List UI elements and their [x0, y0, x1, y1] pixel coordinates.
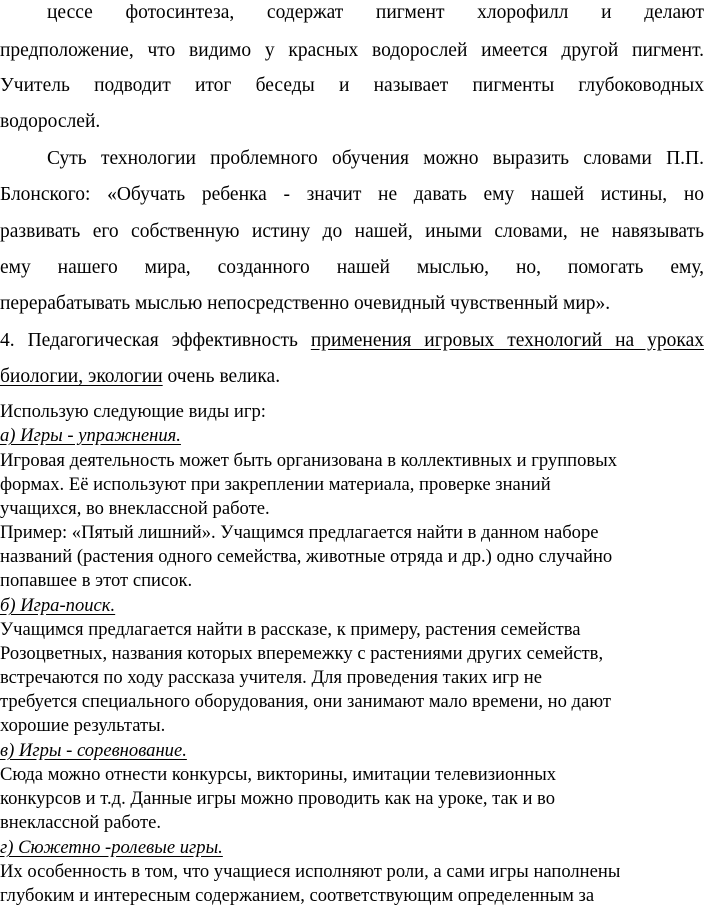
text-line	[0, 330, 704, 352]
text-line: развивать его собственную истину до нашей, иными словами, не навязывать	[0, 221, 704, 242]
text-line: Розоцветных, названия которых вперемежку с растениями других семейств,	[0, 643, 604, 664]
text-line	[0, 366, 280, 388]
underlined-text: биологии, экологии	[0, 366, 163, 387]
section-intro: Использую следующие виды игр:	[0, 401, 266, 422]
text-line: водорослей.	[0, 111, 101, 132]
text-line: попавшее в этот список.	[0, 570, 193, 591]
text-line: ему нашего мира, созданного нашей мыслью, но, помогать ему,	[0, 257, 704, 278]
text-line: предположение, что видимо у красных водорослей имеется другой пигмент.	[0, 40, 704, 61]
text-line: Игровая деятельность может быть организована в коллективных и групповых	[0, 450, 617, 471]
game-heading-competition: в) Игры - соревнование.	[0, 740, 187, 761]
text-line: требуется специального оборудования, они занимают мало времени, но дают	[0, 691, 612, 712]
text-line: внеклассной работе.	[0, 812, 161, 833]
game-heading-search: б) Игра-поиск.	[0, 595, 116, 616]
text-line: учащихся, во внеклассной работе.	[0, 498, 270, 519]
text-line: Сюда можно отнести конкурсы, викторины, имитации телевизионных	[0, 764, 556, 785]
text-line: Суть технологии проблемного обучения можно выразить словами П.П.	[47, 148, 704, 169]
text-line: конкурсов и т.д. Данные игры можно проводить как на уроке, так и во	[0, 788, 556, 809]
game-heading-role-play: г) Сюжетно -ролевые игры.	[0, 837, 223, 858]
underlined-text: применения игровых технологий на уроках	[310, 330, 704, 351]
text-line: формах. Её используют при закреплении материала, проверке знаний	[0, 474, 551, 495]
text-line: цессе фотосинтеза, содержат пигмент хлорофилл и делают	[47, 2, 704, 23]
text-line: хорошие результаты.	[0, 715, 166, 736]
text-line: названий (растения одного семейства, животные отряда и др.) одно случайно	[0, 546, 613, 567]
text-line: Пример: «Пятый лишний». Учащимся предлагается найти в данном наборе	[0, 522, 599, 543]
text-line: перерабатывать мыслью непосредственно очевидный чувственный мир».	[0, 293, 611, 314]
text-line: Их особенность в том, что учащиеся исполняют роли, а сами игры наполнены	[0, 861, 621, 882]
game-heading-exercises: а) Игры - упражнения.	[0, 425, 181, 446]
text-line: глубоким и интересным содержанием, соответствующим определенным за	[0, 885, 595, 906]
text-span: 4. Педагогическая эффективность	[0, 330, 311, 351]
text-line: Блонского: «Обучать ребенка - значит не давать ему нашей истины, но	[0, 184, 704, 205]
text-line: Учащимся предлагается найти в рассказе, к примеру, растения семейства	[0, 619, 581, 640]
text-line: Учитель подводит итог беседы и называет пигменты глубоководных	[0, 75, 704, 96]
text-line: встречаются по ходу рассказа учителя. Для проведения таких игр не	[0, 667, 542, 688]
text-span: очень велика.	[162, 366, 281, 387]
